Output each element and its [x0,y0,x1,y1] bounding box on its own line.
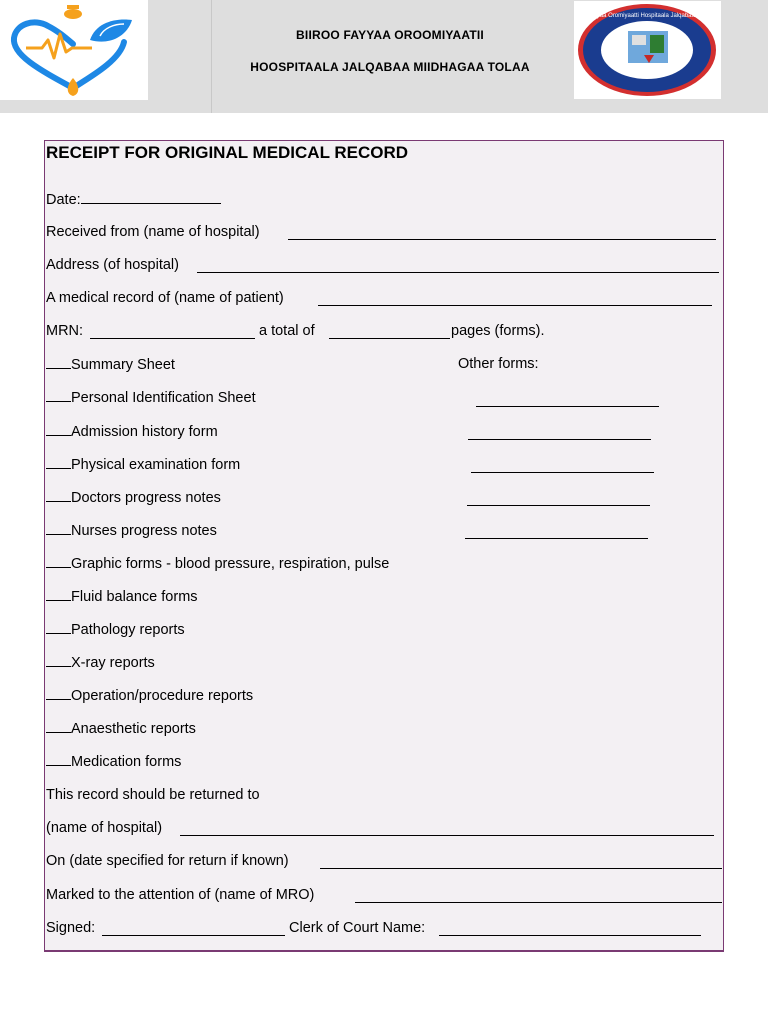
checklist-item: X-ray reports [46,652,155,672]
checklist-item: Doctors progress notes [46,487,221,507]
address-label: Address (of hospital) [46,257,179,273]
received-from-label: Received from (name of hospital) [46,224,260,240]
checkbox-blank[interactable] [46,354,71,369]
heart-hands-logo-icon [0,0,148,100]
mrn-field[interactable] [90,337,255,339]
attention-field[interactable] [355,901,722,903]
address-field[interactable] [197,271,719,273]
checklist-item: Anaesthetic reports [46,718,196,738]
clerk-label: Clerk of Court Name: [289,920,426,936]
checkbox-blank[interactable] [46,619,71,634]
other-form-field[interactable] [468,438,651,440]
clerk-name-field[interactable] [439,934,701,936]
attention-label: Marked to the attention of (name of MRO) [46,887,315,903]
signed-row [46,918,95,938]
checklist-item: Pathology reports [46,619,185,639]
checkbox-blank[interactable] [46,454,71,469]
checklist-item: Fluid balance forms [46,586,198,606]
return-date-label: On (date specified for return if known) [46,853,289,869]
seal-text: Biiroo Fayyaa Oromiyaatti Hospitaala Jalqabaa Miidhagaa [574,13,721,19]
other-form-field[interactable] [471,471,654,473]
date-row [46,189,221,209]
page-header [0,0,768,113]
other-forms-label: Other forms: [458,356,539,372]
checkbox-blank[interactable] [46,751,71,766]
other-form-field[interactable] [476,405,659,407]
return-hospital-label: (name of hospital) [46,820,163,836]
attention-row [46,885,314,905]
total-pages-field[interactable] [329,337,450,339]
total-label: a total of [259,323,315,339]
return-hospital-row [46,818,162,838]
received-from-field[interactable] [288,238,716,240]
checkbox-blank[interactable] [46,487,71,502]
other-form-field[interactable] [465,537,648,539]
mrn-row [46,321,83,341]
return-hospital-field[interactable] [180,834,714,836]
checklist-item: Nurses progress notes [46,520,217,540]
hospital-seal-icon [574,1,721,99]
received-from-row [46,222,260,242]
date-label: Date: [46,192,81,208]
patient-label: A medical record of (name of patient) [46,290,284,306]
address-row [46,255,179,275]
checkbox-blank[interactable] [46,421,71,436]
signed-label: Signed: [46,920,96,936]
header-divider [211,0,212,113]
checkbox-blank[interactable] [46,652,71,667]
return-date-field[interactable] [320,867,722,869]
checklist-item: Graphic forms - blood pressure, respiration, pulse [46,553,389,573]
checkbox-blank[interactable] [46,718,71,733]
checkbox-blank[interactable] [46,553,71,568]
return-label: This record should be returned to [46,787,260,803]
checkbox-blank[interactable] [46,586,71,601]
form-title: RECEIPT FOR ORIGINAL MEDICAL RECORD [46,143,409,162]
checklist-item: Summary Sheet [46,354,175,374]
checklist-item: Medication forms [46,751,181,771]
checklist-item: Physical examination form [46,454,240,474]
date-field[interactable] [81,189,221,204]
organization-name: BIIROO FAYYAA OROOMIYAATII [296,28,484,42]
checkbox-blank[interactable] [46,387,71,402]
checkbox-blank[interactable] [46,520,71,535]
other-form-field[interactable] [467,504,650,506]
checkbox-blank[interactable] [46,685,71,700]
hospital-name: HOOSPITAALA JALQABAA MIIDHAGAA TOLAA [250,60,530,74]
return-date-row [46,851,289,871]
patient-row [46,288,284,308]
mrn-label: MRN: [46,323,84,339]
pages-label: pages (forms). [451,323,545,339]
checklist-item: Admission history form [46,421,218,441]
checklist-item: Operation/procedure reports [46,685,253,705]
patient-name-field[interactable] [318,304,712,306]
checklist-item: Personal Identification Sheet [46,387,256,407]
signature-field[interactable] [102,934,285,936]
